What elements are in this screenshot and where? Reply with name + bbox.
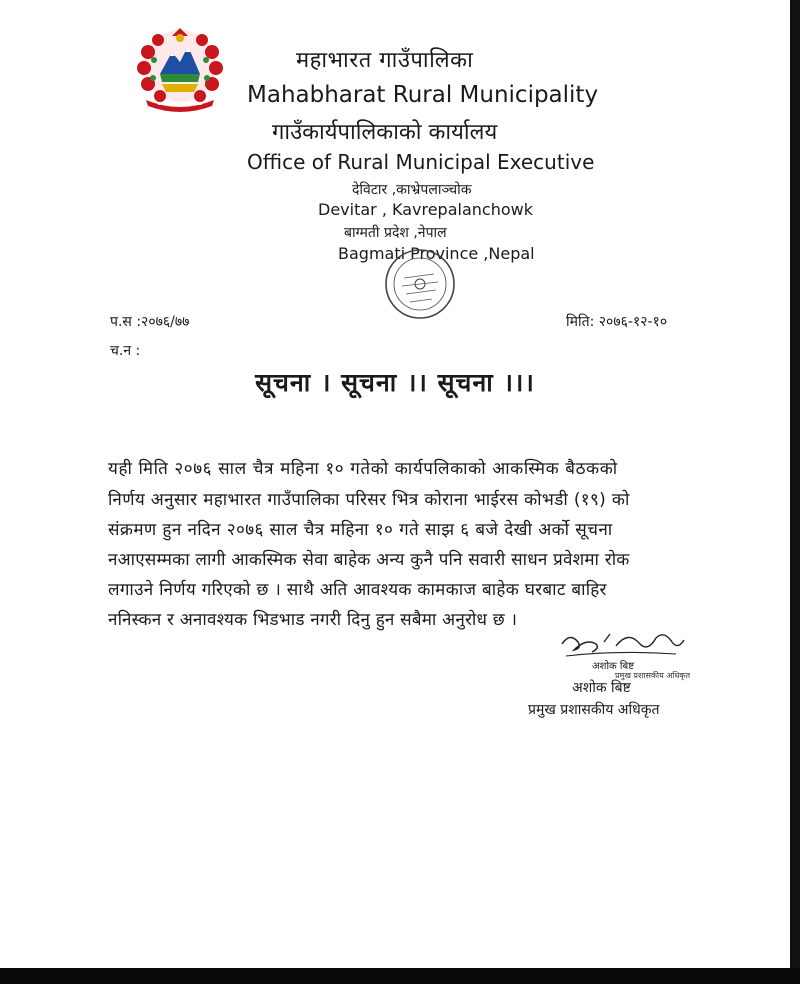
municipality-name-english: Mahabharat Rural Municipality bbox=[247, 82, 599, 108]
notice-heading: सूचना । सूचना ।। सूचना ।।। bbox=[255, 368, 535, 397]
stamp-title: प्रमुख प्रशासकीय अधिकृत bbox=[615, 671, 691, 680]
notice-body-line: यही मिति २०७६ साल चैत्र महिना १० गतेको कार्यपलिकाको आकस्मिक बैठकको bbox=[108, 459, 618, 479]
signatory-title: प्रमुख प्रशासकीय अधिकृत bbox=[528, 702, 660, 718]
nepal-emblem-icon bbox=[132, 22, 228, 112]
dispatch-number: च.न : bbox=[110, 343, 141, 359]
stamp-name: अशोक बिष्ट bbox=[592, 661, 635, 672]
bottom-edge-bar bbox=[0, 968, 800, 984]
executive-office-english: Office of Rural Municipal Executive bbox=[247, 150, 595, 174]
municipality-name-nepali: महाभारत गाउँपालिका bbox=[296, 48, 474, 73]
location-english: Devitar , Kavrepalanchowk bbox=[318, 200, 533, 219]
right-edge-bar bbox=[790, 0, 800, 984]
province-nepali: बाग्मती प्रदेश ,नेपाल bbox=[344, 225, 447, 241]
notice-body-line: संक्रमण हुन नदिन २०७६ साल चैत्र महिना १० गते साझ ६ बजे देखी अर्को सूचना bbox=[108, 520, 613, 540]
notice-body-line: नआएसम्मका लागी आकस्मिक सेवा बाहेक अन्य कुनै पनि सवारी साधन प्रवेशमा रोक bbox=[108, 550, 630, 570]
reference-number: प.स :२०७६/७७ bbox=[110, 314, 190, 330]
location-nepali: देविटार ,काभ्रेपलाञ्चोक bbox=[352, 182, 472, 198]
notice-date: मिति: २०७६-१२-१० bbox=[566, 314, 668, 330]
notice-body-line: लगाउने निर्णय गरिएको छ । साथै अति आवश्यक कामकाज बाहेक घरबाट बाहिर bbox=[108, 580, 607, 600]
executive-office-nepali: गाउँकार्यपालिकाको कार्यालय bbox=[272, 120, 498, 145]
notice-body-line: निर्णय अनुसार महाभारत गाउँपालिका परिसर भित्र कोराना भाईरस कोभडी (१९) को bbox=[108, 490, 630, 510]
notice-body-line: ननिस्कन र अनावश्यक भिडभाड नगरी दिनु हुन सबैमा अनुरोध छ । bbox=[108, 610, 518, 630]
office-seal-stamp bbox=[376, 244, 464, 324]
province-english: Bagmati Province ,Nepal bbox=[338, 244, 535, 263]
signatory-name: अशोक बिष्ट bbox=[572, 680, 631, 696]
